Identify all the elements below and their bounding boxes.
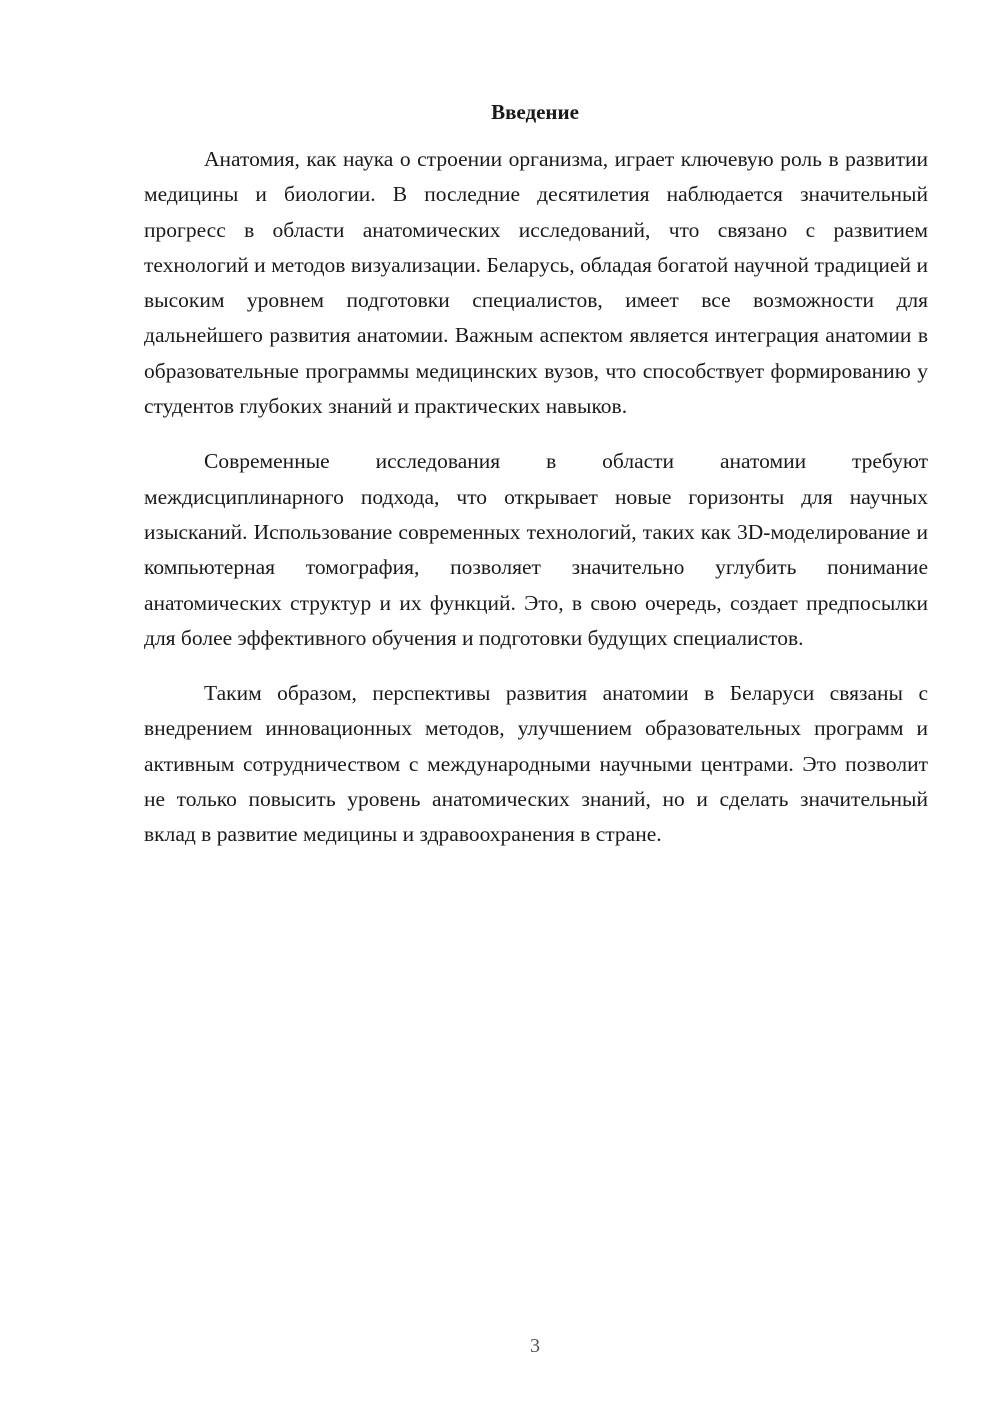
paragraph-conclusion: Таким образом, перспективы развития анатомии в Беларуси связаны с внедрением инновационных методов, улучшением образовательных программ и активным сотрудничеством с международными научными центрами. Это позволит не только повысить уровень анатомических знаний, но и сделать значительный вклад в развитие медицины и здравоохранения в стране. bbox=[144, 681, 928, 847]
page-number: 3 bbox=[530, 1335, 540, 1357]
paragraph-intro: Анатомия, как наука о строении организма, играет ключевую роль в развитии медицины и биологии. В последние десятилетия наблюдается значительный прогресс в области анатомических исследований, что связано с развитием технологий и методов визуализации. Беларусь, обладая богатой научной традицией и высоким уровнем подготовки специалистов, имеет все возможности для дальнейшего развития анатомии. Важным аспектом является интеграция анатомии в образовательные программы медицинских вузов, что способствует формированию у студентов глубоких знаний и практических навыков. bbox=[144, 147, 928, 419]
document-body bbox=[144, 142, 928, 853]
page-title: Введение bbox=[491, 100, 579, 124]
paragraph-research: Современные исследования в области анатомии требуют междисциплинарного подхода, что открывает новые горизонты для научных изысканий. Использование современных технологий, таких как 3D-моделирование и компьютерная томография, позволяет значительно углубить понимание анатомических структур и их функций. Это, в свою очередь, создает предпосылки для более эффективного обучения и подготовки будущих специалистов. bbox=[144, 449, 928, 650]
